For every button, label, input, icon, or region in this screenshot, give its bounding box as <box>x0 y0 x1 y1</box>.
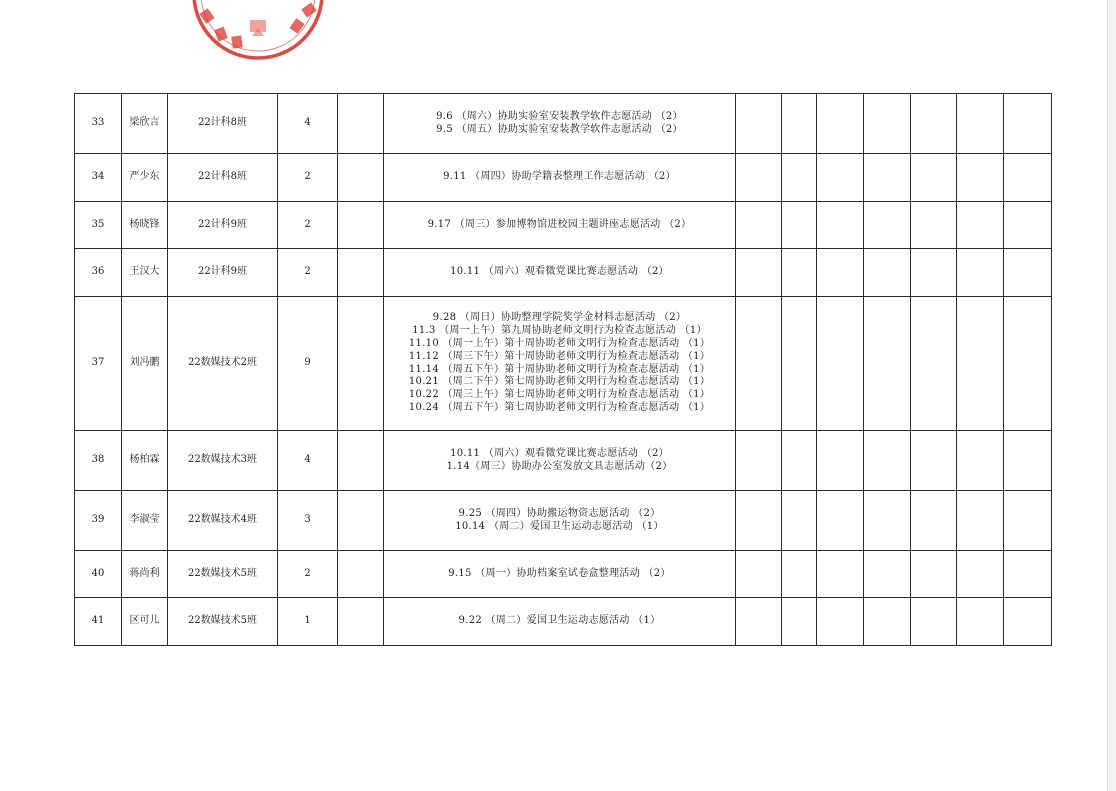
hours-cell: 2 <box>278 202 338 249</box>
blank-cell <box>1004 598 1052 646</box>
hours-cell: 9 <box>278 297 338 431</box>
blank-cell <box>782 598 817 646</box>
class-cell: 22数媒技术4班 <box>168 491 278 551</box>
student-name-cell: 严少东 <box>122 154 168 202</box>
blank-cell <box>338 431 384 491</box>
class-cell: 22计科9班 <box>168 202 278 249</box>
blank-cell <box>1004 202 1052 249</box>
blank-cell <box>338 297 384 431</box>
blank-cell <box>817 154 864 202</box>
blank-cell <box>736 154 782 202</box>
blank-cell <box>864 297 911 431</box>
volunteer-hours-table <box>74 93 1052 646</box>
page-edge <box>1107 0 1116 791</box>
activity-line: 9.17 （周三）参加博物馆进校园主题讲座志愿活动 （2） <box>427 218 692 230</box>
row-number-cell: 39 <box>75 491 122 551</box>
blank-cell <box>338 491 384 551</box>
row-number-cell: 41 <box>75 598 122 646</box>
blank-cell <box>957 154 1004 202</box>
hours-cell: 2 <box>278 154 338 202</box>
blank-cell <box>736 202 782 249</box>
blank-cell <box>957 431 1004 491</box>
activities-cell <box>384 154 736 202</box>
table-row <box>75 94 1052 154</box>
blank-cell <box>957 297 1004 431</box>
class-cell: 22数媒技术5班 <box>168 598 278 646</box>
student-name-cell: 杨柏霖 <box>122 431 168 491</box>
blank-cell <box>864 431 911 491</box>
blank-cell <box>782 154 817 202</box>
activities-cell <box>384 202 736 249</box>
class-cell: 22数媒技术3班 <box>168 431 278 491</box>
blank-cell <box>817 297 864 431</box>
hours-cell: 4 <box>278 94 338 154</box>
activity-line: 9.6 （周六）协助实验室安装教学软件志愿活动 （2） <box>436 110 683 122</box>
activity-line: 11.3 （周一上午）第九周协助老师文明行为检查志愿活动 （1） <box>412 325 707 337</box>
activity-line: 11.10 （周一上午）第十周协助老师文明行为检查志愿活动 （1） <box>408 337 711 349</box>
blank-cell <box>1004 431 1052 491</box>
class-cell: 22计科8班 <box>168 154 278 202</box>
blank-cell <box>782 94 817 154</box>
blank-cell <box>1004 297 1052 431</box>
blank-cell <box>338 249 384 297</box>
blank-cell <box>338 94 384 154</box>
activities-cell <box>384 551 736 598</box>
blank-cell <box>817 598 864 646</box>
blank-cell <box>782 202 817 249</box>
blank-cell <box>782 491 817 551</box>
class-cell: 22数媒技术5班 <box>168 551 278 598</box>
activity-line: 10.24 （周五下午）第七周协助老师文明行为检查志愿活动 （1） <box>408 401 711 413</box>
row-number-cell: 38 <box>75 431 122 491</box>
blank-cell <box>817 202 864 249</box>
student-name-cell: 杨晓锋 <box>122 202 168 249</box>
hours-cell: 4 <box>278 431 338 491</box>
blank-cell <box>1004 94 1052 154</box>
student-name-cell: 刘冯鹏 <box>122 297 168 431</box>
blank-cell <box>911 551 957 598</box>
activities-cell <box>384 297 736 431</box>
activity-line: 11.14 （周五下午）第十周协助老师文明行为检查志愿活动 （1） <box>408 363 711 375</box>
student-name-cell: 蒋尚利 <box>122 551 168 598</box>
blank-cell <box>817 94 864 154</box>
hours-cell: 1 <box>278 598 338 646</box>
row-number-cell: 40 <box>75 551 122 598</box>
blank-cell <box>782 297 817 431</box>
blank-cell <box>864 249 911 297</box>
activities-cell <box>384 94 736 154</box>
row-number-cell: 34 <box>75 154 122 202</box>
blank-cell <box>736 551 782 598</box>
blank-cell <box>864 491 911 551</box>
class-cell: 22计科8班 <box>168 94 278 154</box>
blank-cell <box>911 598 957 646</box>
table-row <box>75 202 1052 249</box>
class-cell: 22计科9班 <box>168 249 278 297</box>
row-number-cell: 36 <box>75 249 122 297</box>
blank-cell <box>911 297 957 431</box>
row-number-cell: 37 <box>75 297 122 431</box>
activity-line: 9.25 （周四）协助搬运物资志愿活动 （2） <box>458 507 661 519</box>
blank-cell <box>1004 154 1052 202</box>
activity-line: 9.5 （周五）协助实验室安装教学软件志愿活动 （2） <box>436 123 683 135</box>
blank-cell <box>1004 551 1052 598</box>
activity-line: 1.14（周三）协助办公室发放文具志愿活动（2） <box>446 460 673 472</box>
blank-cell <box>911 94 957 154</box>
student-name-cell: 区可儿 <box>122 598 168 646</box>
activity-line: 11.12 （周三下午）第十周协助老师文明行为检查志愿活动 （1） <box>408 350 711 362</box>
activity-line: 9.28 （周日）协助整理学院奖学金材料志愿活动 （2） <box>432 312 687 324</box>
blank-cell <box>338 202 384 249</box>
table-row <box>75 491 1052 551</box>
table-row <box>75 431 1052 491</box>
blank-cell <box>817 491 864 551</box>
hours-cell: 3 <box>278 491 338 551</box>
blank-cell <box>957 202 1004 249</box>
table-row <box>75 249 1052 297</box>
table-row <box>75 598 1052 646</box>
blank-cell <box>864 598 911 646</box>
activities-cell <box>384 598 736 646</box>
blank-cell <box>782 551 817 598</box>
table-row <box>75 154 1052 202</box>
blank-cell <box>736 94 782 154</box>
row-number-cell: 33 <box>75 94 122 154</box>
student-name-cell: 梁欣言 <box>122 94 168 154</box>
blank-cell <box>957 551 1004 598</box>
blank-cell <box>864 551 911 598</box>
blank-cell <box>736 491 782 551</box>
blank-cell <box>911 491 957 551</box>
table-row <box>75 297 1052 431</box>
activities-cell <box>384 249 736 297</box>
blank-cell <box>957 94 1004 154</box>
activity-line: 10.11 （周六）观看微党课比赛志愿活动 （2） <box>450 266 669 278</box>
blank-cell <box>338 154 384 202</box>
blank-cell <box>1004 491 1052 551</box>
blank-cell <box>817 551 864 598</box>
blank-cell <box>782 249 817 297</box>
blank-cell <box>957 491 1004 551</box>
activities-cell <box>384 491 736 551</box>
blank-cell <box>817 249 864 297</box>
activity-line: 10.21 （周二下午）第七周协助老师文明行为检查志愿活动 （1） <box>408 376 711 388</box>
blank-cell <box>338 598 384 646</box>
blank-cell <box>338 551 384 598</box>
activity-line: 9.11 （周四）协助学籍表整理工作志愿活动 （2） <box>443 171 676 183</box>
red-seal-stamp <box>188 0 328 64</box>
activity-line: 10.22 （周三上午）第七周协助老师文明行为检查志愿活动 （1） <box>408 389 711 401</box>
blank-cell <box>911 249 957 297</box>
student-name-cell: 王汉大 <box>122 249 168 297</box>
blank-cell <box>736 598 782 646</box>
blank-cell <box>736 297 782 431</box>
activities-cell <box>384 431 736 491</box>
hours-cell: 2 <box>278 249 338 297</box>
class-cell: 22数媒技术2班 <box>168 297 278 431</box>
activity-line: 9.22 （周二）爱国卫生运动志愿活动 （1） <box>458 615 661 627</box>
table-body <box>75 94 1052 646</box>
blank-cell <box>864 94 911 154</box>
blank-cell <box>782 431 817 491</box>
blank-cell <box>736 249 782 297</box>
table-row <box>75 551 1052 598</box>
activity-line: 9.15 （周一）协助档案室试卷盒整理活动 （2） <box>448 567 671 579</box>
student-name-cell: 李淑莹 <box>122 491 168 551</box>
activity-line: 10.11 （周六）观看微党课比赛志愿活动 （2） <box>450 447 669 459</box>
blank-cell <box>957 598 1004 646</box>
blank-cell <box>1004 249 1052 297</box>
blank-cell <box>817 431 864 491</box>
hours-cell: 2 <box>278 551 338 598</box>
blank-cell <box>864 154 911 202</box>
blank-cell <box>911 202 957 249</box>
activity-line: 10.14 （周二）爱国卫生运动志愿活动 （1） <box>455 520 664 532</box>
blank-cell <box>736 431 782 491</box>
blank-cell <box>911 431 957 491</box>
blank-cell <box>957 249 1004 297</box>
blank-cell <box>864 202 911 249</box>
blank-cell <box>911 154 957 202</box>
row-number-cell: 35 <box>75 202 122 249</box>
